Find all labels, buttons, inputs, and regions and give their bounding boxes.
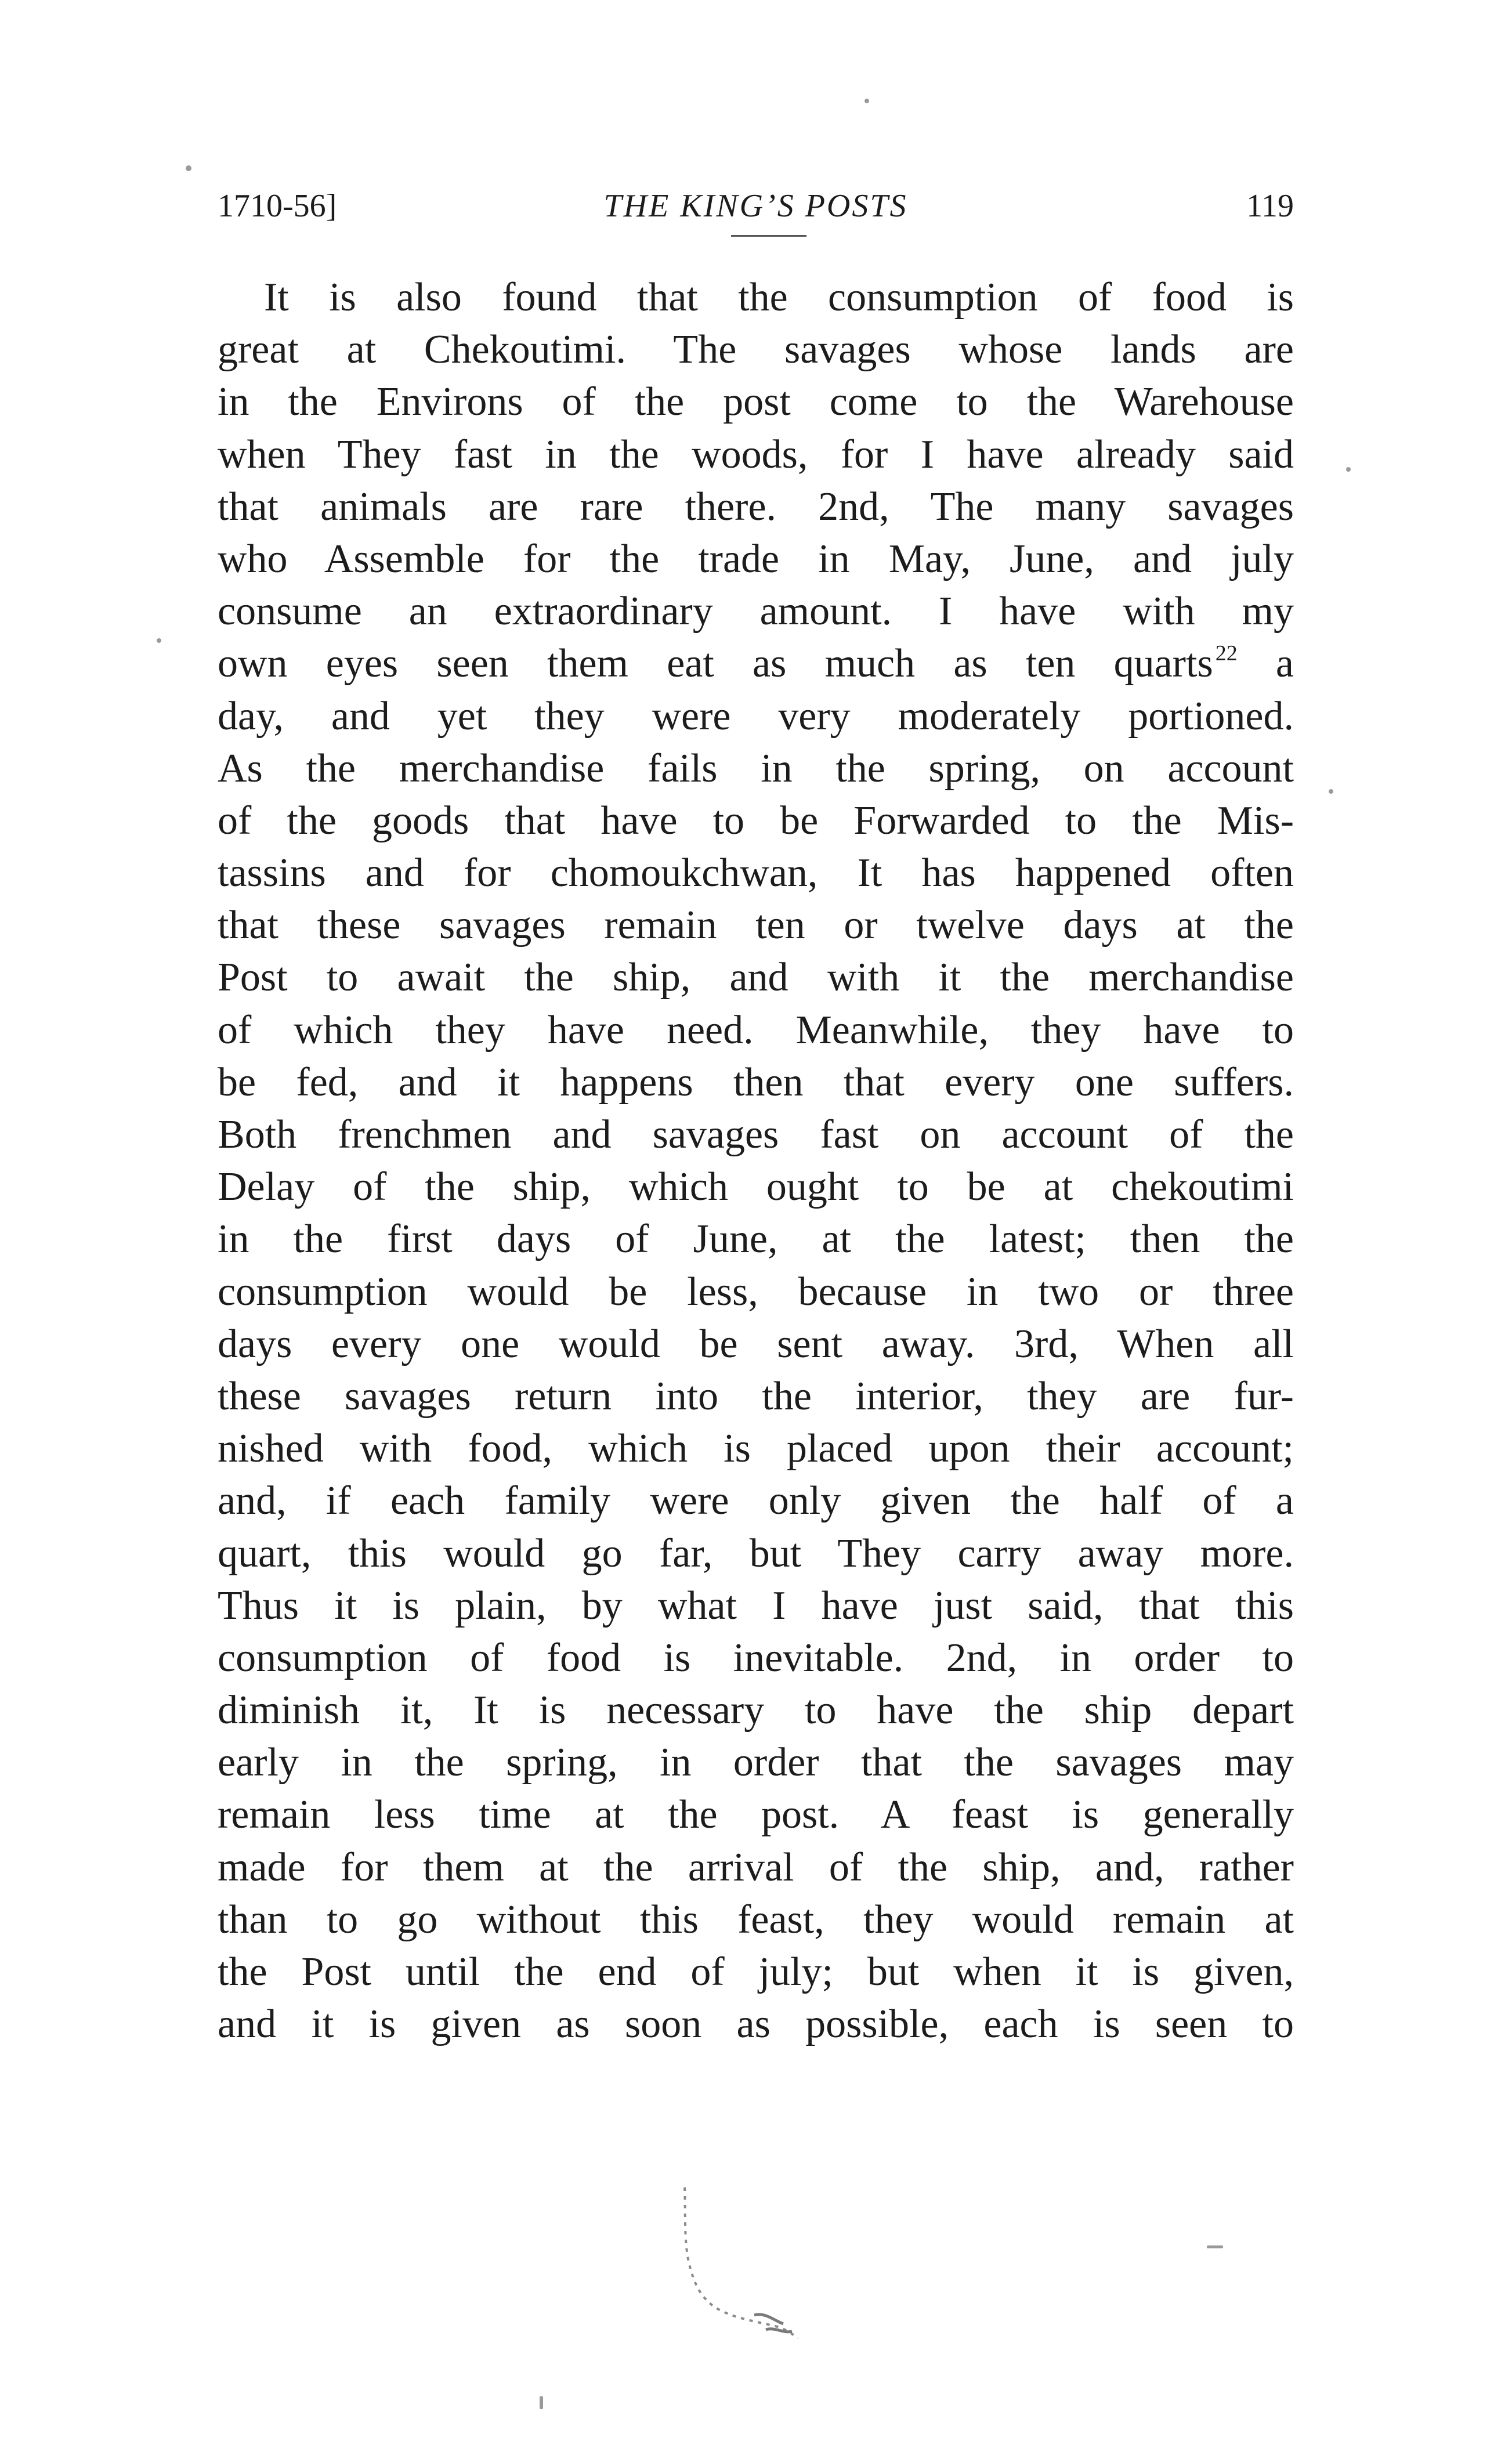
text-line: Delay of the ship, which ought to be at chekoutimi <box>218 1165 1294 1210</box>
text-line: be fed, and it happens then that every one suffers. <box>218 1059 1294 1105</box>
scan-speck <box>1346 467 1351 472</box>
text-line: early in the spring, in order that the savages may <box>218 1740 1294 1785</box>
text-line: and, if each family were only given the half of a <box>218 1478 1294 1524</box>
text-line-with-footnote <box>218 638 1294 690</box>
text-line: and it is given as soon as possible, each is seen to <box>218 2002 1294 2047</box>
text-line: of the goods that have to be Forwarded to the Mis- <box>218 798 1294 843</box>
text-line: when They fast in the woods, for I have already said <box>218 432 1294 477</box>
text-line: the Post until the end of july; but when it is given, <box>218 1950 1294 1994</box>
scan-speck <box>157 638 161 643</box>
text-line: days every one would be sent away. 3rd, When all <box>218 1321 1294 1366</box>
text-line: in the first days of June, at the latest; then the <box>218 1217 1294 1262</box>
text-line: made for them at the arrival of the ship, and, rather <box>218 1845 1294 1890</box>
scan-speck <box>1329 789 1333 794</box>
scan-speck <box>540 2396 543 2409</box>
text-line: Both frenchmen and savages fast on account of the <box>218 1112 1294 1157</box>
text-line: tassins and for chomoukchwan, It has happened often <box>218 851 1294 896</box>
page-number: 119 <box>1246 188 1294 224</box>
scan-mark-scribble <box>667 2182 806 2356</box>
text-line: these savages return into the interior, they are fur- <box>218 1373 1294 1419</box>
running-head-date-range: 1710-56] <box>218 188 337 224</box>
text-line: than to go without this feast, they would remain at <box>218 1897 1294 1942</box>
header-rule <box>731 235 806 237</box>
text-line: As the merchandise fails in the spring, on account <box>218 746 1294 791</box>
scan-speck <box>1207 2245 1223 2248</box>
text-line: quart, this would go far, but They carry away more. <box>218 1531 1294 1576</box>
text-line: consumption of food is inevitable. 2nd, in order to <box>218 1635 1294 1680</box>
text-line: diminish it, It is necessary to have the ship depart <box>218 1688 1294 1733</box>
text-line: consume an extraordinary amount. I have with my <box>218 589 1294 634</box>
running-head <box>218 183 1294 229</box>
text-line: Post to await the ship, and with it the merchandise <box>218 955 1294 1000</box>
text-line: who Assemble for the trade in May, June, and july <box>218 536 1294 581</box>
text-line: of which they have need. Meanwhile, they have to <box>218 1007 1294 1053</box>
scan-speck <box>186 165 191 171</box>
text-line: in the Environs of the post come to the Warehouse <box>218 379 1294 425</box>
footnote-marker: 22 <box>1215 641 1238 666</box>
text-line: remain less time at the post. A feast is generally <box>218 1792 1294 1838</box>
text-line: that animals are rare there. 2nd, The many savages <box>218 484 1294 529</box>
text-line: Thus it is plain, by what I have just said, that this <box>218 1583 1294 1628</box>
text-line: day, and yet they were very moderately portioned. <box>218 693 1294 739</box>
running-head-title: THE KING’S POSTS <box>603 188 908 224</box>
text-line: nished with food, which is placed upon their account; <box>218 1426 1294 1471</box>
text-line: It is also found that the consumption of food is <box>264 275 1294 320</box>
body-text <box>218 272 1294 2051</box>
scan-speck <box>864 99 869 103</box>
text-line-fragment: own eyes seen them eat as much as ten quarts <box>218 641 1213 686</box>
text-line: consumption would be less, because in two or three <box>218 1269 1294 1314</box>
text-line: great at Chekoutimi. The savages whose lands are <box>218 327 1294 373</box>
text-line-fragment-suffix: a <box>1275 641 1294 686</box>
text-line: that these savages remain ten or twelve days at the <box>218 903 1294 948</box>
